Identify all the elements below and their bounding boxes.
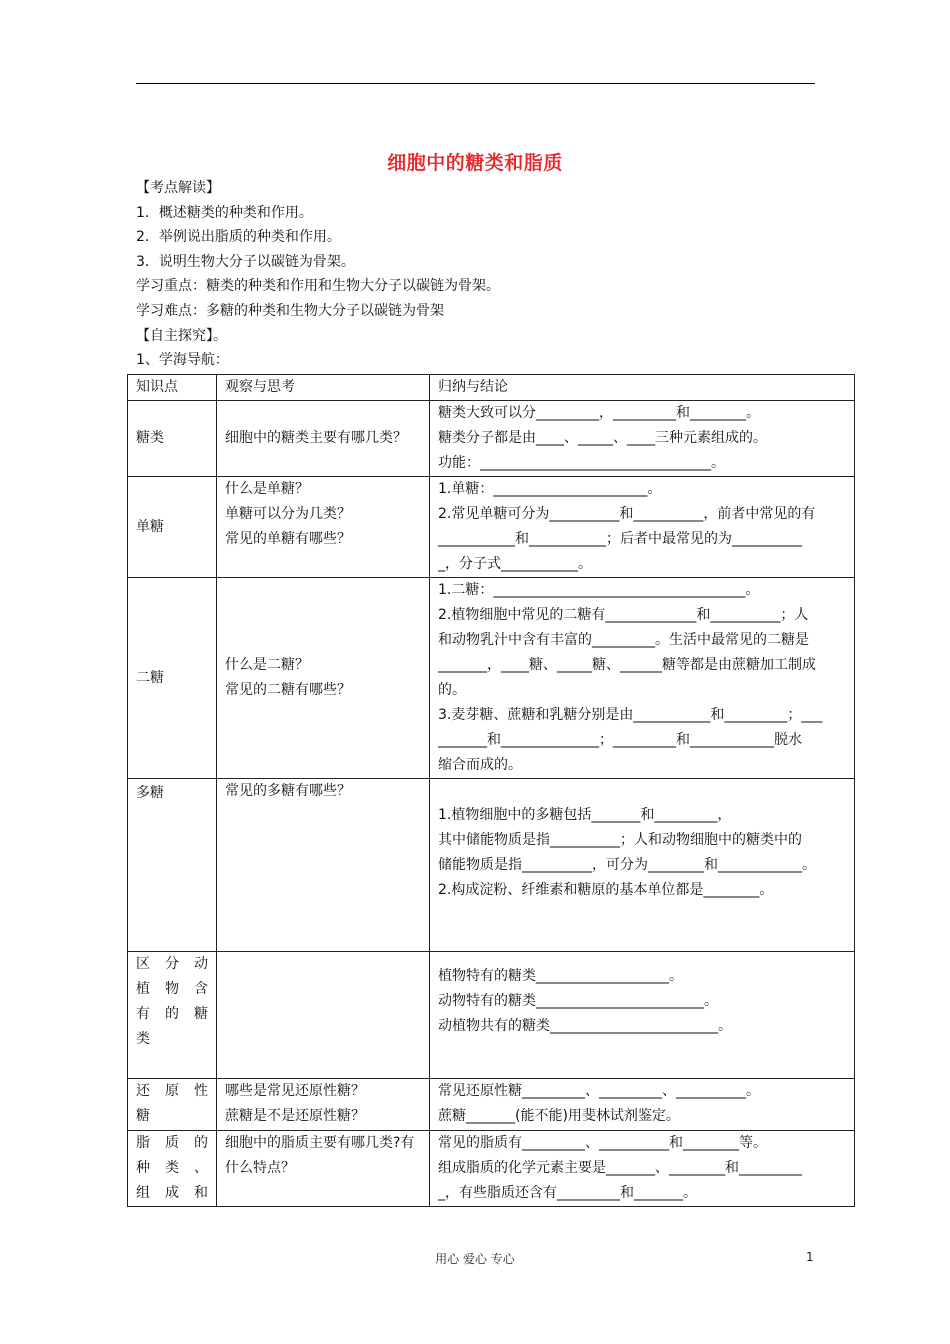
key-point: 学习重点：糖类的种类和作用和生物大分子以碳链为骨架。 xyxy=(136,278,500,295)
topic-cell: 多糖 xyxy=(128,779,217,952)
header-cell: 观察与思考 xyxy=(217,375,430,401)
topic-cell: 还原性 糖 xyxy=(128,1079,217,1131)
section-heading-self-study: 【自主探究】。 xyxy=(136,327,227,344)
difficulty-point: 学习难点：多糖的种类和生物大分子以碳链为骨架 xyxy=(136,302,444,319)
answer-cell: 1.植物细胞中的多糖包括_______和_________， 其中储能物质是指__________；人和动物细胞中的糖类中的 储能物质是指__________，可分为________和____________。 2.构成淀粉、纤维素和糖原的基本单位都是________。 xyxy=(430,779,855,952)
objective-item: 2．举例说出脂质的种类和作用。 xyxy=(136,229,341,246)
question-cell: 哪些是常见还原性糖？ 蔗糖是不是还原性糖？ xyxy=(217,1079,430,1131)
table-row xyxy=(128,578,855,779)
table-header-row xyxy=(128,375,855,401)
question-cell: 什么是单糖？ 单糖可以分为几类？ 常见的单糖有哪些？ xyxy=(217,477,430,578)
question-cell: 细胞中的脂质主要有哪几类?有什么特点？ xyxy=(217,1131,430,1207)
topic-cell: 糖类 xyxy=(128,401,217,477)
header-cell: 归纳与结论 xyxy=(430,375,855,401)
question-cell: 什么是二糖？ 常见的二糖有哪些？ xyxy=(217,578,430,779)
answer-cell: 糖类大致可以分_________，_________和________。 糖类分子都是由____、_____、____三种元素组成的。 功能：_________________________________。 xyxy=(430,401,855,477)
page-title: 细胞中的糖类和脂质 xyxy=(387,152,563,174)
topic-cell: 区分动 植物含 有的糖 类 xyxy=(128,952,217,1079)
topic-cell: 单糖 xyxy=(128,477,217,578)
answer-cell: 1.二糖：____________________________________。 2.植物细胞中常见的二糖有_____________和__________；人 和动物乳汁中含有丰富的_________。生活中最常见的二糖是 _______，____糖、_____糖、______糖等都是由蔗糖加工制成 的。 3.麦芽糖、蔗糖和乳糖分别是由___________和_________；___ _______和______________；_________和____________脱水 缩合而成的。 xyxy=(430,578,855,779)
question-cell: 细胞中的糖类主要有哪几类？ xyxy=(217,401,430,477)
topic-cell: 二糖 xyxy=(128,578,217,779)
answer-cell: 植物特有的糖类___________________。 动物特有的糖类________________________。 动植物共有的糖类________________________。 xyxy=(430,952,855,1079)
study-table xyxy=(127,374,855,1207)
table-row xyxy=(128,1079,855,1131)
objective-item: 1．概述糖类的种类和作用。 xyxy=(136,204,313,221)
table-row xyxy=(128,1131,855,1207)
answer-cell: 常见的脂质有_________、__________和________等。 组成脂质的化学元素主要是_______、________和_________ _，有些脂质还含有_________和_______。 xyxy=(430,1131,855,1207)
table-row xyxy=(128,401,855,477)
intro-section xyxy=(136,176,500,373)
header-cell: 知识点 xyxy=(128,375,217,401)
answer-cell: 1.单糖：______________________。 2.常见单糖可分为__________和__________，前者中常见的有 ___________和___________；后者中最常见的为__________ _，分子式___________。 xyxy=(430,477,855,578)
answer-cell: 常见还原性糖_________、_________、__________。 蔗糖_______(能不能)用斐林试剂鉴定。 xyxy=(430,1079,855,1131)
page-number: 1 xyxy=(806,1250,814,1264)
nav-heading: 1、学海导航： xyxy=(136,352,229,369)
question-cell xyxy=(217,952,430,1079)
header-rule xyxy=(136,83,815,84)
question-cell: 常见的多糖有哪些？ xyxy=(217,779,430,952)
footer-motto: 用心 爱心 专心 xyxy=(435,1252,515,1266)
objective-item: 3．说明生物大分子以碳链为骨架。 xyxy=(136,253,355,270)
table-row xyxy=(128,952,855,1079)
table-row xyxy=(128,779,855,952)
section-heading-exam-points: 【考点解读】 xyxy=(136,180,220,196)
topic-cell: 脂质的 种类、 组成和 xyxy=(128,1131,217,1207)
table-row xyxy=(128,477,855,578)
